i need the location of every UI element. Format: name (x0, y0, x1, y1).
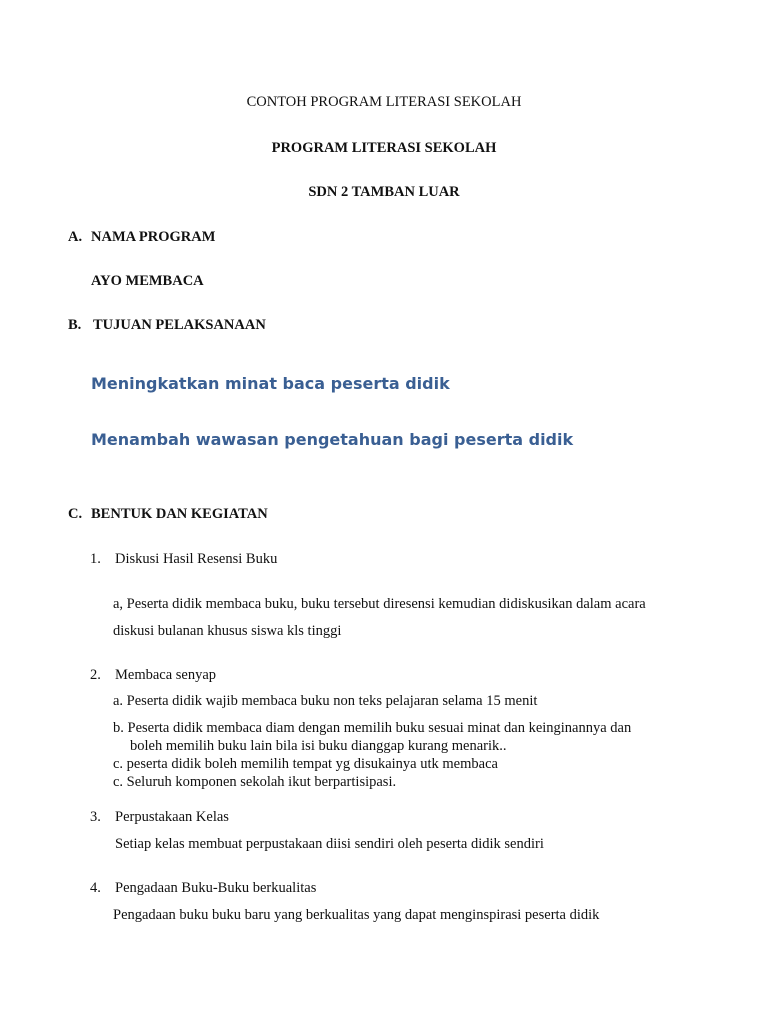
list-item-title: Diskusi Hasil Resensi Buku (115, 551, 278, 567)
list-item-title: Pengadaan Buku-Buku berkualitas (115, 880, 317, 896)
section-a-marker: A. (68, 229, 83, 245)
list-item-text: a. Peserta didik wajib membaca buku non teks pelajaran selama 15 menit (113, 693, 538, 709)
goal-item: Meningkatkan minat baca peserta didik (91, 374, 450, 393)
list-item-title: Perpustakaan Kelas (115, 809, 229, 825)
section-c-heading: BENTUK DAN KEGIATAN (91, 506, 268, 522)
goal-item: Menambah wawasan pengetahuan bagi peserta didik (91, 430, 574, 449)
list-item-text: c. Seluruh komponen sekolah ikut berpartisipasi. (113, 774, 397, 790)
list-item-text: b. Peserta didik membaca diam dengan memilih buku sesuai minat dan keinginannya dan (113, 720, 632, 736)
main-title: CONTOH PROGRAM LITERASI SEKOLAH (246, 94, 522, 110)
subtitle: PROGRAM LITERASI SEKOLAH (271, 140, 497, 156)
section-b-heading: TUJUAN PELAKSANAAN (93, 317, 266, 333)
list-item-text: a, Peserta didik membaca buku, buku tersebut diresensi kemudian didiskusikan dalam acara (113, 596, 646, 612)
list-item-text: diskusi bulanan khusus siswa kls tinggi (113, 623, 342, 639)
list-item-text: c. peserta didik boleh memilih tempat yg disukainya utk membaca (113, 756, 498, 772)
list-item-text: Pengadaan buku buku baru yang berkualitas yang dapat menginspirasi peserta didik (113, 907, 600, 923)
section-c-marker: C. (68, 506, 83, 522)
section-a-heading: NAMA PROGRAM (91, 229, 216, 245)
list-item-title: Membaca senyap (115, 667, 217, 683)
list-item-text: Setiap kelas membuat perpustakaan diisi sendiri oleh peserta didik sendiri (115, 836, 544, 852)
program-name: AYO MEMBACA (91, 273, 204, 289)
list-item-number: 2. (90, 667, 101, 683)
list-item-number: 4. (90, 880, 101, 896)
list-item-number: 1. (90, 551, 101, 567)
list-item-text: boleh memilih buku lain bila isi buku dianggap kurang menarik.. (130, 738, 507, 754)
section-b-marker: B. (68, 317, 82, 333)
list-item-number: 3. (90, 809, 101, 825)
school-name: SDN 2 TAMBAN LUAR (308, 184, 460, 200)
